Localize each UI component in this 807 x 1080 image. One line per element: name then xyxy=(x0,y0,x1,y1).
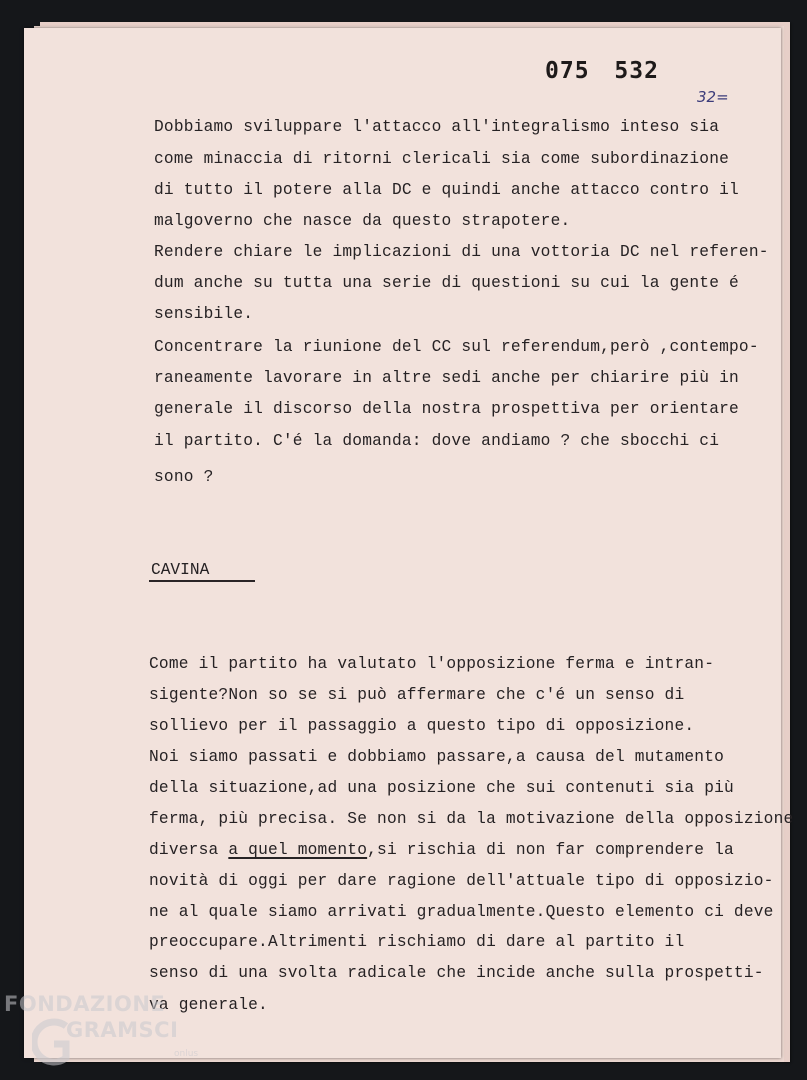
text-line: come minaccia di ritorni clericali sia come subordinazione xyxy=(154,150,730,168)
text-line: ne al quale siamo arrivati gradualmente.Questo elemento ci deve xyxy=(149,903,774,921)
text-line: malgoverno che nasce da questo strapotere. xyxy=(154,212,571,230)
text-line: il partito. C'é la domanda: dove andiamo ? che sbocchi ci xyxy=(154,432,720,450)
text-line: sensibile. xyxy=(154,305,254,323)
watermark-line1: FONDAZIONE xyxy=(4,992,166,1016)
text-line: della situazione,ad una posizione che sui contenuti sia più xyxy=(149,779,734,797)
text-line: sigente?Non so se si può affermare che c'é un senso di xyxy=(149,686,685,704)
text-line: dum anche su tutta una serie di questioni su cui la gente é xyxy=(154,274,739,292)
speaker-underline xyxy=(149,580,255,582)
text-segment: ,si rischia di non far comprendere la xyxy=(367,841,734,859)
watermark-line3: onlus xyxy=(174,1049,199,1059)
text-line: Rendere chiare le implicazioni di una vottoria DC nel referen- xyxy=(154,243,769,261)
text-line: Dobbiamo sviluppare l'attacco all'integralismo inteso sia xyxy=(154,118,720,136)
text-line: ferma, più precisa. Se non si da la motivazione della opposizione xyxy=(149,810,794,828)
watermark xyxy=(4,992,204,1077)
text-line: Concentrare la riunione del CC sul referendum,però ,contempo- xyxy=(154,338,759,356)
text-line: senso di una svolta radicale che incide anche sulla prospetti- xyxy=(149,964,764,982)
text-segment: diversa xyxy=(149,841,229,859)
text-line: va generale. xyxy=(149,996,268,1014)
text-line: preoccupare.Altrimenti rischiamo di dare al partito il xyxy=(149,933,685,951)
text-line: generale il discorso della nostra prospettiva per orientare xyxy=(154,400,739,418)
archive-code: 075 532 xyxy=(545,58,659,84)
page-number: 32= xyxy=(697,88,729,106)
text-line: Noi siamo passati e dobbiamo passare,a causa del mutamento xyxy=(149,748,725,766)
underlined-phrase: a quel momento xyxy=(228,841,368,859)
text-line: di tutto il potere alla DC e quindi anche attacco contro il xyxy=(154,181,739,199)
speaker-heading: CAVINA xyxy=(151,561,210,579)
text-line-underlined xyxy=(149,841,734,859)
text-line: sollievo per il passaggio a questo tipo di opposizione. xyxy=(149,717,695,735)
text-line: novità di oggi per dare ragione dell'attuale tipo di opposizio- xyxy=(149,872,774,890)
text-line: sono ? xyxy=(154,468,214,486)
text-line: raneamente lavorare in altre sedi anche per chiarire più in xyxy=(154,369,739,387)
text-line: Come il partito ha valutato l'opposizione ferma e intran- xyxy=(149,655,715,673)
watermark-line2: GRAMSCI xyxy=(66,1018,179,1042)
